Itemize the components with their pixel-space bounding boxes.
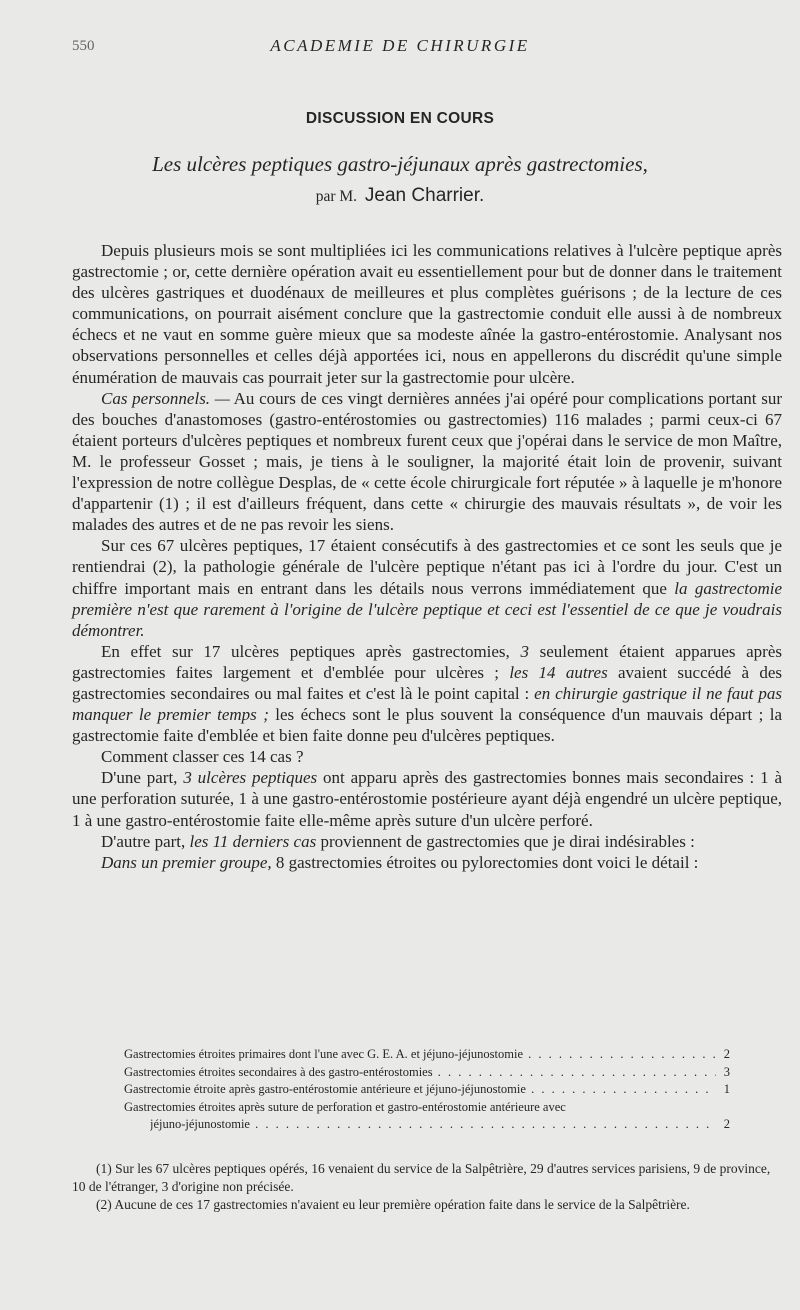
row-value: 2	[723, 1117, 730, 1132]
paragraph: En effet sur 17 ulcères peptiques après gastrectomies, 3 seulement étaient apparues après gastrectomies faites largement et d'emblée pour ulcères ; les 14 autres avaient succédé à des gastrectomies secondaires ou mal faites et c'est là le point capital : en chirurgie gastrique il ne faut pas manquer le premier temps ; les échecs sont le plus souvent la conséquence d'un mauvais départ ; la gastrectomie faite d'emblée et bien faite donne peu d'ulcères peptiques.	[72, 641, 783, 746]
table-row	[124, 1064, 730, 1082]
author-name: Jean Charrier.	[364, 185, 485, 206]
paragraph: D'autre part, les 11 derniers cas proviennent de gastrectomies que je dirai indésirables :	[101, 831, 695, 851]
article-title: Les ulcères peptiques gastro-jéjunaux après gastrectomies,	[152, 152, 648, 176]
row-label: jéjuno-jéjunostomie . . .	[150, 1116, 716, 1134]
paragraph: Sur ces 67 ulcères peptiques, 17 étaient consécutifs à des gastrectomies et ce sont les seuls que je rentiendrai (2), la pathologie générale de l'ulcère peptique n'étant pas ici à l'ordre du jour. C'est un chiffre important mais en entrant dans les détails nous verrons immédiatement que la gastrectomie première n'est que rarement à l'origine de l'ulcère peptique et ceci est l'essentiel de ce que je voudrais démontrer.	[72, 536, 783, 640]
row-label: Gastrectomies étroites secondaires à des gastro-entérostomies . . .	[124, 1064, 716, 1082]
byline	[0, 185, 800, 207]
running-head: ACADEMIE DE CHIRURGIE	[270, 36, 530, 55]
article-body	[72, 240, 782, 873]
byline-prefix: par M.	[315, 188, 358, 205]
table-row	[124, 1099, 730, 1117]
paragraph: Cas personnels. — Au cours de ces vingt dernières années j'ai opéré pour complications portant sur des bouches d'anastomoses (gastro-entérostomies ou gastrectomies) 116 malades ; parmi ceux-ci 67 étaient porteurs d'ulcères peptiques et nombreux furent ceux que j'opérai dans le service de mon Maître, M. le professeur Gosset ; mais, je tiens à le souligner, la majorité était loin de provenir, suivant l'expression de notre collègue Desplas, de « cette école chirurgicale fort réputée » à laquelle je m'honore d'appartenir (1) ; il est d'ailleurs fréquent, dans cette « chirurgie des mauvais résultats », de voir les malades des autres et de ne pas revoir les siens.	[72, 388, 782, 535]
page-number: 550	[72, 38, 95, 54]
section-heading: DISCUSSION EN COURS	[305, 110, 495, 127]
italic-emphasis: la gastrectomie première n'est que rarement à l'origine de l'ulcère peptique et ceci est l'essentiel de ce que je voudrais démontrer.	[72, 578, 783, 640]
paragraph: Depuis plusieurs mois se sont multipliées ici les communications relatives à l'ulcère peptique après gastrectomie ; or, cette dernière opération avait eu essentiellement pour but de donner dans le traitement des ulcères gastriques et duodénaux de meilleures et plus complètes guérisons ; de la lecture de ces communications, on pourrait aisément conclure que la gastrectomie conduit elle aussi à de nombreux échecs et ne vaut en somme guère mieux que sa modeste aînée la gastro-entérostomie. Analysant nos observations personnelles et celles déjà apportées ici, nous en appellerons du discrédit qu'une simple énumération de mauvais cas pourrait jeter sur la gastrectomie pour ulcère.	[72, 241, 782, 387]
row-value: 3	[723, 1064, 730, 1079]
table-row	[124, 1081, 730, 1099]
row-label: Gastrectomies étroites après suture de perforation et gastro-entérostomie antérieure avec	[124, 1099, 566, 1114]
footnote: (2) Aucune de ces 17 gastrectomies n'avaient eu leur première opération faite dans le service de la Salpêtrière.	[96, 1197, 690, 1212]
table-row-continued	[124, 1116, 730, 1134]
paragraph: Comment classer ces 14 cas ?	[101, 747, 304, 767]
row-value: 2	[723, 1047, 730, 1061]
row-label: Gastrectomies étroites primaires dont l'une avec G. E. A. et jéjuno-jéjunostomie . . .	[124, 1046, 716, 1064]
footnotes	[72, 1160, 782, 1214]
paragraph: D'une part, 3 ulcères peptiques ont apparu après des gastrectomies bonnes mais secondaires : 1 à une perforation suturée, 1 à une gastro-entérostomie postérieure ayant déjà engendré un ulcère peptique, 1 à une gastro-entérostomie faite elle-même après suture d'un ulcère perforé.	[72, 768, 783, 830]
footnote: (1) Sur les 67 ulcères peptiques opérés, 16 venaient du service de la Salpêtrière, 29 d'autres services parisiens, 9 de province, 10 de l'étranger, 3 d'origine non précisée.	[72, 1161, 771, 1194]
row-label: Gastrectomie étroite après gastro-entérostomie antérieure et jéjuno-jéjunostomie . . .	[124, 1081, 716, 1099]
italic-lead: Cas personnels. —	[101, 388, 230, 408]
paragraph: Dans un premier groupe, 8 gastrectomies étroites ou pylorectomies dont voici le détail :	[101, 852, 699, 872]
row-value: 1	[723, 1082, 730, 1097]
table-row	[124, 1046, 730, 1064]
detail-table	[124, 1046, 730, 1134]
